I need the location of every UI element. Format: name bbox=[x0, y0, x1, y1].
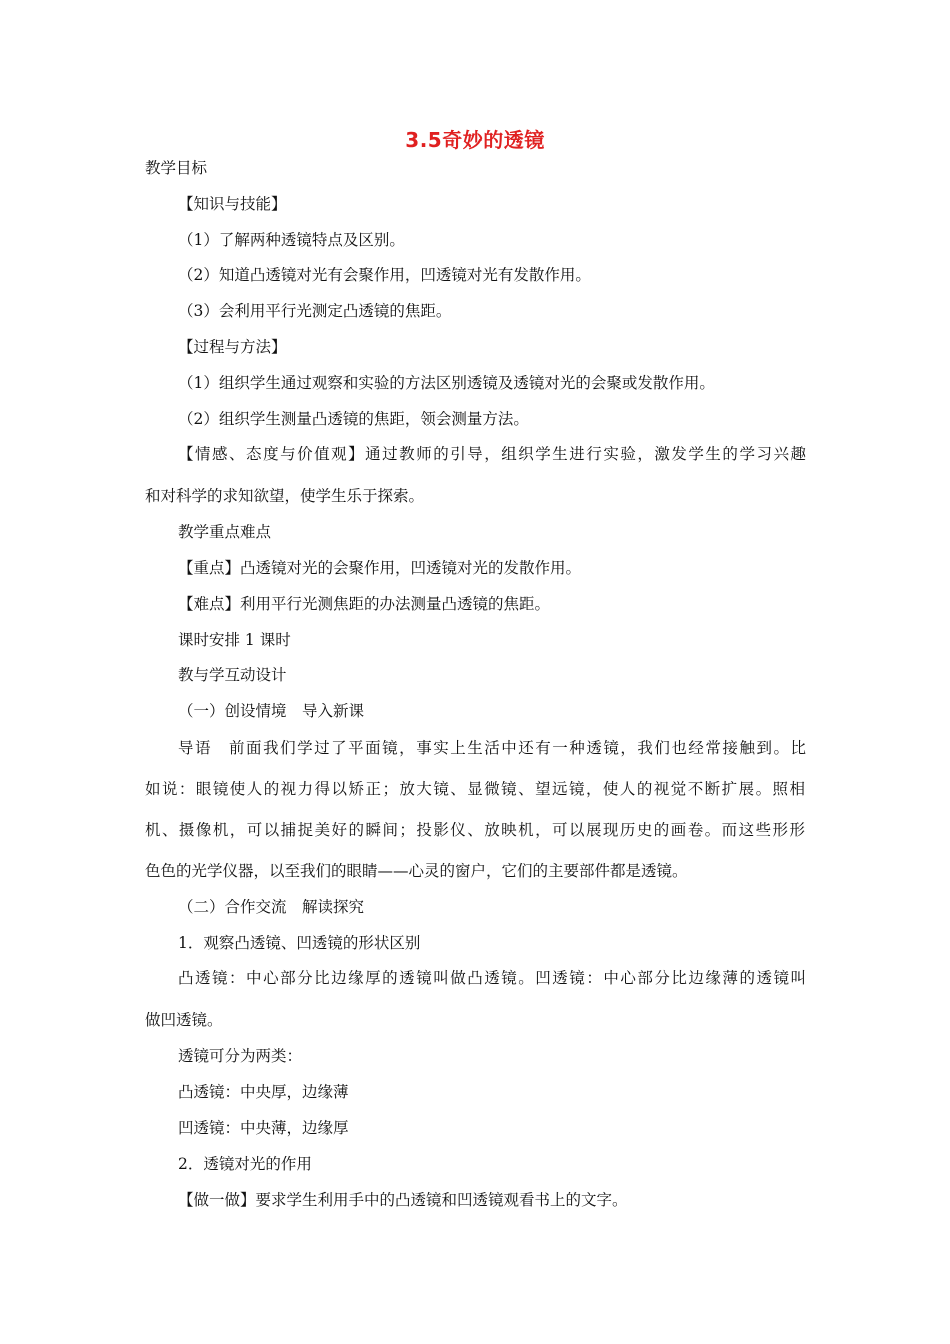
subheading-knowledge-skills: 【知识与技能】 bbox=[178, 195, 287, 213]
text-line: 【难点】利用平行光测焦距的办法测量凸透镜的焦距。 bbox=[178, 595, 551, 613]
text-line: 【做一做】要求学生利用手中的凸透镜和凹透镜观看书上的文字。 bbox=[178, 1191, 628, 1209]
text-line: 凸透镜：中心部分比边缘厚的透镜叫做凸透镜。凹透镜：中心部分比边缘薄的透镜叫 bbox=[178, 969, 806, 987]
text-line: （1）了解两种透镜特点及区别。 bbox=[178, 231, 405, 249]
text-line: 课时安排 1 课时 bbox=[178, 631, 291, 649]
text-line: （2）组织学生测量凸透镜的焦距，领会测量方法。 bbox=[178, 410, 529, 428]
section-heading-teaching-goals: 教学目标 bbox=[145, 159, 208, 177]
text-line: 【重点】凸透镜对光的会聚作用，凹透镜对光的发散作用。 bbox=[178, 559, 582, 577]
text-line: 凹透镜：中央薄，边缘厚 bbox=[178, 1119, 349, 1137]
text-line: 做凹透镜。 bbox=[145, 1011, 223, 1029]
text-line: （3）会利用平行光测定凸透镜的焦距。 bbox=[178, 302, 452, 320]
text-line: （2）知道凸透镜对光有会聚作用，凹透镜对光有发散作用。 bbox=[178, 266, 591, 284]
section-heading-key-points: 教学重点难点 bbox=[178, 523, 272, 541]
text-line: 凸透镜：中央厚，边缘薄 bbox=[178, 1083, 349, 1101]
text-line: 2．透镜对光的作用 bbox=[178, 1155, 312, 1173]
text-line: 如说：眼镜使人的视力得以矫正；放大镜、显微镜、望远镜，使人的视觉不断扩展。照相 bbox=[145, 780, 805, 798]
text-line: 导语 前面我们学过了平面镜，事实上生活中还有一种透镜，我们也经常接触到。比 bbox=[178, 739, 806, 757]
subheading-step-two: （二）合作交流 解读探究 bbox=[178, 898, 365, 916]
text-line: 透镜可分为两类： bbox=[178, 1047, 303, 1065]
text-line: 机、摄像机，可以捕捉美好的瞬间；投影仪、放映机，可以展现历史的画卷。而这些形形 bbox=[145, 821, 805, 839]
document-title: 3.5奇妙的透镜 bbox=[405, 128, 545, 152]
subheading-step-one: （一）创设情境 导入新课 bbox=[178, 702, 365, 720]
text-line: 色色的光学仪器，以至我们的眼睛——心灵的窗户，它们的主要部件都是透镜。 bbox=[145, 862, 688, 880]
text-line: 1．观察凸透镜、凹透镜的形状区别 bbox=[178, 934, 421, 952]
text-line: 和对科学的求知欲望，使学生乐于探索。 bbox=[145, 487, 425, 505]
text-line: 【情感、态度与价值观】通过教师的引导，组织学生进行实验，激发学生的学习兴趣 bbox=[178, 445, 806, 463]
text-line: （1）组织学生通过观察和实验的方法区别透镜及透镜对光的会聚或发散作用。 bbox=[178, 374, 715, 392]
subheading-process-method: 【过程与方法】 bbox=[178, 338, 287, 356]
section-heading-interaction-design: 教与学互动设计 bbox=[178, 666, 287, 684]
